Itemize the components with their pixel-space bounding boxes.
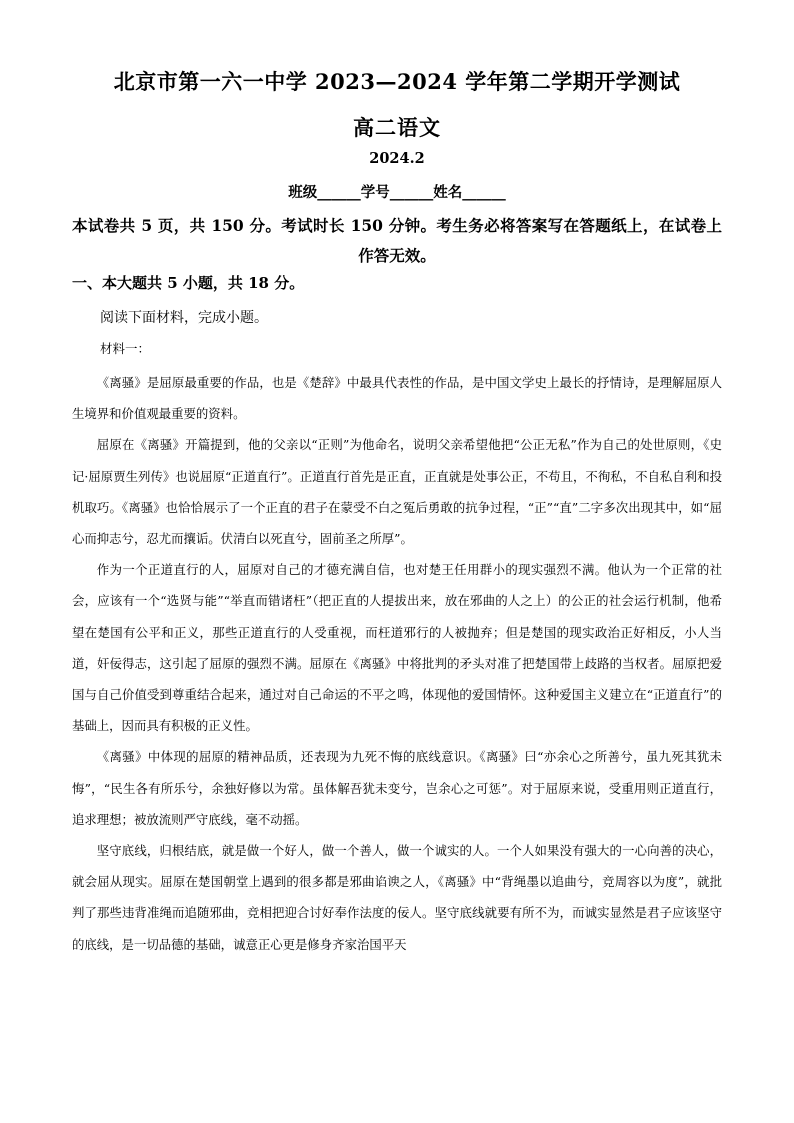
section-heading: 一、本大题共 5 小题，共 18 分。 (72, 274, 305, 292)
exam-subject: 高二语文 (353, 115, 441, 140)
reading-instruction: 阅读下面材料，完成小题。 (100, 310, 268, 326)
paragraph: 屈原在《离骚》开篇提到，他的父亲以“正则”为他命名，说明父亲希望他把“公正无私”作为自己的处世原则，《史记·屈原贾生列传》也说屈原“正道直行”。正道直行首先是正直，正直就是处事公正，不苟且，不徇私，不自私自利和投机取巧。《离骚》也恰恰展示了一个正直的君子在蒙受不白之冤后勇敢的抗争过程，“正”“直”二字多次出现其中，如“屈心而抑志兮，忍尤而攘诟。伏清白以死直兮，固前圣之所厚”。 (72, 437, 722, 547)
exam-title: 北京市第一六一中学 2023—2024 学年第二学期开学测试 (113, 69, 681, 94)
paragraph: 《离骚》中体现的屈原的精神品质，还表现为九死不悔的底线意识。《离骚》曰“亦余心之所善兮，虽九死其犹未悔”，“民生各有所乐兮，余独好修以为常。虽体解吾犹未变兮，岂余心之可惩”。对于屈原来说，受重用则正道直行，追求理想；被放流则严守底线，毫不动摇。 (72, 749, 722, 827)
paragraph: 作为一个正道直行的人，屈原对自己的才德充满自信，也对楚王任用群小的现实强烈不满。他认为一个正常的社会，应该有一个“选贤与能”“举直而错诸枉”（把正直的人提拔出来，放在邪曲的人之上）的公正的社会运行机制，他希望在楚国有公平和正义，那些正道直行的人受重视，而枉道邪行的人被抛弃；但是楚国的现实政治正好相反，小人当道，奸佞得志，这引起了屈原的强烈不满。屈原在《离骚》中将批判的矛头对准了把楚国带上歧路的当权者。屈原把爱国与自己价值受到尊重结合起来，通过对自己命运的不平之鸣，体现他的爱国情怀。这种爱国主义建立在“正道直行”的基础上，因而具有积极的正义性。 (72, 562, 722, 734)
student-info-fields: 班级______学号______姓名______ (288, 184, 506, 201)
exam-date: 2024.2 (369, 150, 425, 167)
material-text (72, 367, 722, 960)
paragraph: 坚守底线，归根结底，就是做一个好人，做一个善人，做一个诚实的人。一个人如果没有强大的一心向善的决心，就会屈从现实。屈原在楚国朝堂上遇到的很多都是邪曲谄谀之人，《离骚》中“背绳墨以追曲兮，竞周容以为度”，就批判了那些违背准绳而追随邪曲，竞相把迎合讨好奉作法度的佞人。坚守底线就要有所不为，而诚实显然是君子应该坚守的底线，是一切品德的基础，诚意正心更是修身齐家治国平天 (72, 843, 722, 952)
paragraph: 《离骚》是屈原最重要的作品，也是《楚辞》中最具代表性的作品，是中国文学史上最长的抒情诗，是理解屈原人生境界和价值观最重要的资料。 (72, 375, 722, 422)
material-label: 材料一： (100, 341, 151, 356)
exam-notice: 本试卷共 5 页，共 150 分。考试时长 150 分钟。考生务必将答案写在答题纸上，在试卷上作答无效。 (72, 216, 722, 265)
